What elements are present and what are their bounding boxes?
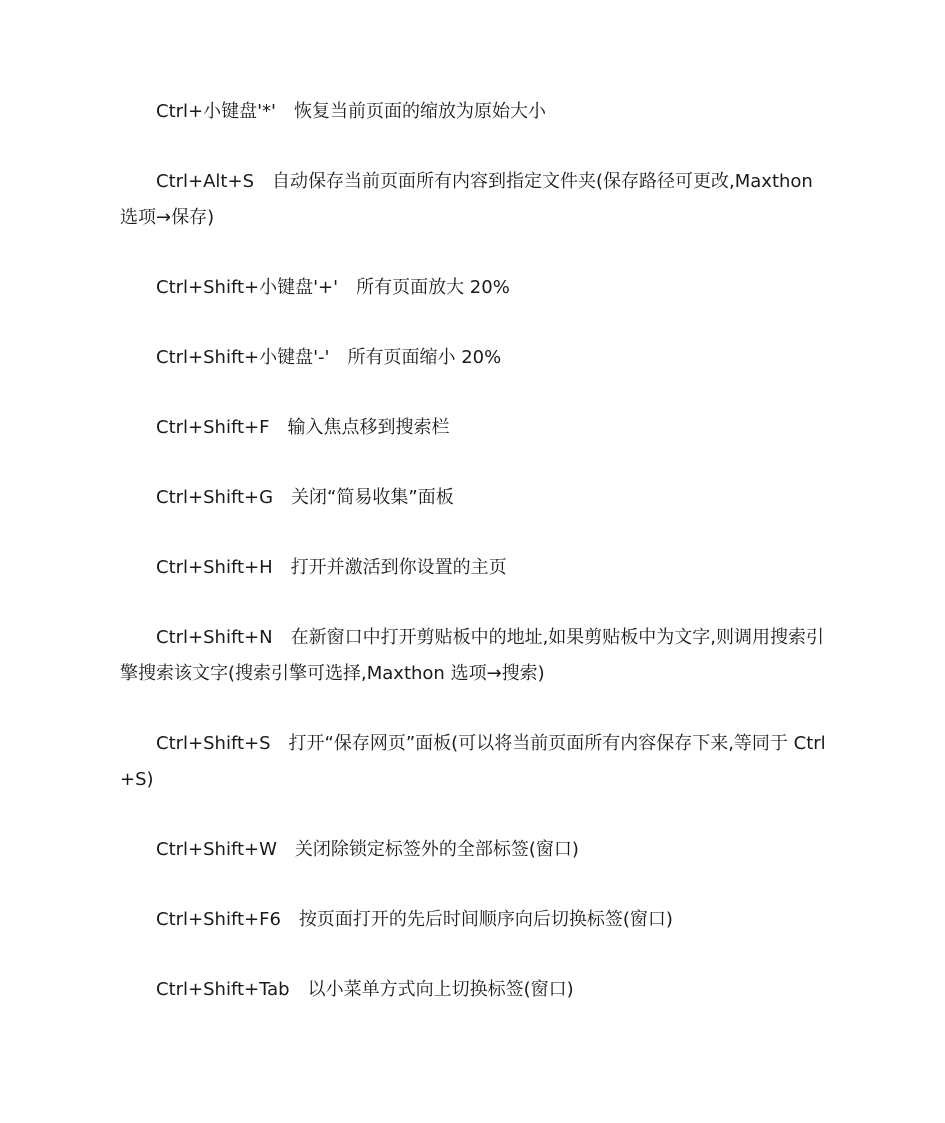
shortcut-paragraph: Ctrl+Shift+小键盘'-' 所有页面缩小 20%: [156, 347, 502, 368]
shortcut-paragraph: Ctrl+Shift+Tab 以小菜单方式向上切换标签(窗口): [156, 979, 574, 1000]
shortcut-paragraph: Ctrl+Shift+H 打开并激活到你设置的主页: [156, 557, 507, 578]
shortcut-paragraph: Ctrl+Shift+小键盘'+' 所有页面放大 20%: [156, 277, 510, 298]
shortcut-paragraph: Ctrl+Shift+S 打开“保存网页”面板(可以将当前页面所有内容保存下来,等同于 Ctrl+S): [120, 733, 826, 790]
shortcut-paragraph: Ctrl+Shift+G 关闭“简易收集”面板: [156, 487, 454, 508]
shortcut-paragraph: Ctrl+Alt+S 自动保存当前页面所有内容到指定文件夹(保存路径可更改,Maxthon 选项→保存): [120, 171, 819, 228]
shortcut-paragraph: Ctrl+Shift+F 输入焦点移到搜索栏: [156, 417, 450, 438]
document-body: [120, 94, 828, 1042]
shortcut-paragraph: Ctrl+小键盘'*' 恢复当前页面的缩放为原始大小: [156, 101, 547, 122]
shortcut-paragraph: Ctrl+Shift+W 关闭除锁定标签外的全部标签(窗口): [156, 839, 579, 860]
shortcut-paragraph: Ctrl+Shift+N 在新窗口中打开剪贴板中的地址,如果剪贴板中为文字,则调用搜索引擎搜索该文字(搜索引擎可选择,Maxthon 选项→搜索): [120, 627, 825, 684]
shortcut-paragraph: Ctrl+Shift+F6 按页面打开的先后时间顺序向后切换标签(窗口): [156, 909, 673, 930]
